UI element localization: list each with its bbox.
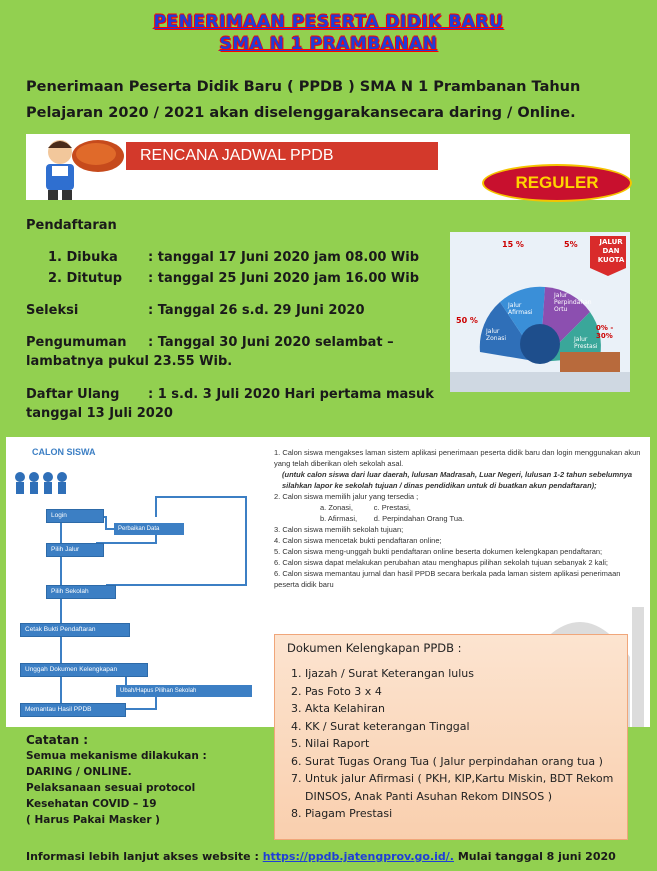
dokumen-title: Dokumen Kelengkapan PPDB : [287, 641, 462, 655]
daftar-ulang-label: Daftar Ulang [26, 387, 120, 402]
seleksi-label: Seleksi [26, 303, 79, 318]
dibuka-label: 1. Dibuka [48, 250, 118, 265]
step-2-options-bd: b. Afirmasi, d. Perpindahan Orang Tua. [320, 514, 465, 523]
flow-heading: CALON SISWA [32, 447, 96, 457]
pengumuman-label: Pengumuman [26, 335, 127, 350]
flow-pilih-jalur: Pilih Jalur [46, 543, 104, 557]
dokumen-item: 1. Ijazah / Surat Keterangan lulus [305, 665, 615, 683]
step-4: 4. Calon siswa mencetak bukti pendaftaran online; [274, 536, 442, 545]
banner-title: RENCANA JADWAL PPDB [126, 142, 438, 170]
pengumuman-value: : Tanggal 30 Juni 2020 selambat – [148, 335, 394, 350]
dokumen-item: 3. Akta Kelahiran [305, 700, 615, 718]
jalur-kuota-infographic [450, 232, 630, 392]
footer-suffix: Mulai tanggal 8 juni 2020 [457, 850, 616, 863]
poster-title-line2: SMA N 1 PRAMBANAN [219, 34, 438, 54]
seleksi-value: : Tanggal 26 s.d. 29 Juni 2020 [148, 303, 365, 318]
afirmasi-label: Jalur Afirmasi [508, 302, 533, 316]
catatan-line: ( Harus Pakai Masker ) [26, 814, 160, 826]
reguler-badge: REGULER [482, 164, 632, 202]
step-6a: 6. Calon siswa dapat melakukan perubahan atau menghapus pilihan sekolah tujuan sebanyak 2 kali; [274, 558, 608, 567]
catatan-line: Kesehatan COVID – 19 [26, 798, 157, 810]
schedule-banner [26, 134, 630, 200]
daftar-ulang-continued: tanggal 13 Juli 2020 [26, 406, 173, 421]
flow-login: Login [46, 509, 104, 523]
dokumen-item: 2. Pas Foto 3 x 4 [305, 683, 615, 701]
dokumen-kelengkapan-box [274, 634, 628, 840]
step-6b: 6. Calon siswa memantau jurnal dan hasil PPDB secara berkala pada laman sistem aplikasi penerimaan peserta didik baru [274, 569, 621, 589]
poster-title-line1: PENERIMAAN PESERTA DIDIK BARU [153, 12, 504, 32]
dokumen-item: 8. Piagam Prestasi [305, 805, 615, 823]
jalur-kuota-label: JALUR DAN KUOTA [597, 238, 625, 264]
flow-ubah-hapus: Ubah/Hapus Pilihan Sekolah [116, 685, 252, 697]
catatan-line: Semua mekanisme dilakukan : [26, 750, 207, 762]
intro-text: Penerimaan Peserta Didik Baru ( PPDB ) SMA N 1 Prambanan Tahun Pelajaran 2020 / 2021 akan diselenggarakansecara daring / Online. [26, 79, 581, 121]
catatan-line: DARING / ONLINE. [26, 766, 132, 778]
pengumuman-continued: lambatnya pukul 23.55 Wib. [26, 354, 233, 369]
pendaftaran-heading: Pendaftaran [26, 218, 117, 233]
perpindahan-label: Jalur Perpindahan Ortu [554, 292, 592, 313]
footer-prefix: Informasi lebih lanjut akses website : [26, 850, 259, 863]
dibuka-value: : tanggal 17 Juni 2020 jam 08.00 Wib [148, 250, 420, 265]
student-illustration-icon [26, 134, 126, 200]
pct-15: 15 % [502, 240, 524, 249]
prestasi-label: Jalur Prestasi [574, 336, 598, 350]
step-1-note: (untuk calon siswa dari luar daerah, lulusan Madrasah, Luar Negeri, lulusan 1-2 tahun sebelumnya silahkan lapor ke sekolah tujuan / dinas pendidikan untuk di buatkan akun pendaftaran); [282, 470, 633, 490]
ditutup-value: : tanggal 25 Juni 2020 jam 16.00 Wib [148, 271, 420, 286]
pct-50: 50 % [456, 316, 478, 325]
pct-0-30: 0% - 30% [596, 324, 614, 340]
zonasi-label: Jalur Zonasi [486, 328, 507, 342]
ppdb-website-link[interactable]: https://ppdb.jatengprov.go.id/. [262, 850, 454, 863]
dokumen-item: 7. Untuk jalur Afirmasi ( PKH, KIP,Kartu Miskin, BDT Rekom DINSOS, Anak Panti Asuhan Rekom DINSOS ) [305, 770, 615, 805]
ditutup-label: 2. Ditutup [48, 271, 123, 286]
flow-memantau: Memantau Hasil PPDB [20, 703, 126, 717]
step-2-options-ac: a. Zonasi, c. Prestasi, [320, 503, 411, 512]
catatan-section [26, 732, 266, 828]
dokumen-item: 4. KK / Surat keterangan Tinggal [305, 718, 615, 736]
step-2: 2. Calon siswa memilih jalur yang tersedia ; [274, 492, 419, 501]
flow-cetak-bukti: Cetak Bukti Pendaftaran [20, 623, 130, 637]
flow-pilih-sekolah: Pilih Sekolah [46, 585, 116, 599]
pct-5: 5% [564, 240, 578, 249]
step-1: 1. Calon siswa mengakses laman sistem aplikasi penerimaan peserta didik baru dan login menggunakan akun yang telah diberikan oleh sekolah asal. [274, 448, 641, 468]
footer-info [26, 850, 646, 863]
step-5: 5. Calon siswa meng-unggah bukti pendaftaran online beserta dokumen kelengkapan pendaftaran; [274, 547, 603, 556]
daftar-ulang-value: : 1 s.d. 3 Juli 2020 Hari pertama masuk [148, 387, 434, 402]
catatan-line: Pelaksanaan sesuai protocol [26, 782, 196, 794]
flow-perbaikan-data: Perbaikan Data [114, 523, 184, 535]
step-3: 3. Calon siswa memilih sekolah tujuan; [274, 525, 404, 534]
dokumen-item: 5. Nilai Raport [305, 735, 615, 753]
catatan-title: Catatan : [26, 733, 89, 747]
dokumen-item: 6. Surat Tugas Orang Tua ( Jalur perpindahan orang tua ) [305, 753, 615, 771]
flow-unggah-dokumen: Unggah Dokumen Kelengkapan [20, 663, 148, 677]
dokumen-list [305, 665, 615, 823]
